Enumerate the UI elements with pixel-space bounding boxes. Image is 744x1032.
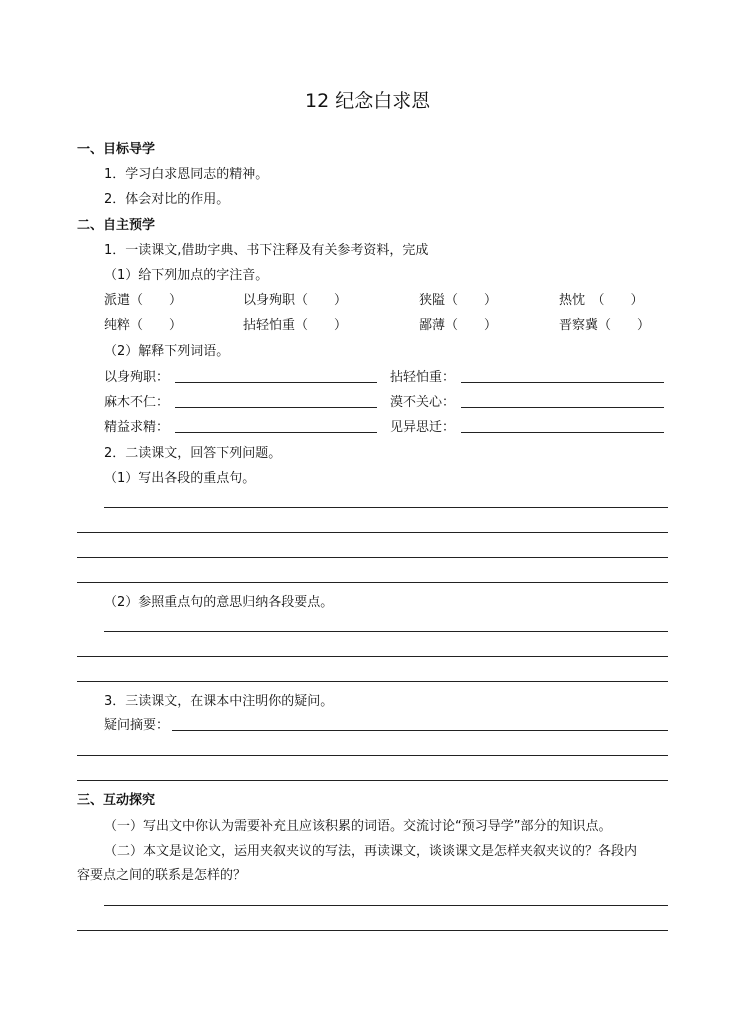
answer-line[interactable]: [77, 780, 668, 781]
term-label: 以身殉职：: [104, 370, 170, 385]
pinyin-item: 拈轻怕重（ ）: [243, 318, 348, 333]
term-label: 麻木不仁：: [104, 395, 170, 410]
sub-question-1: （1）给下列加点的字注音。: [104, 268, 269, 283]
explore-paragraph-2-line-2: 容要点之间的联系是怎样的？: [77, 868, 247, 883]
term-label: 精益求精：: [104, 420, 170, 435]
answer-line[interactable]: [77, 755, 668, 756]
explore-paragraph-2-line-1: （二）本文是议论文，运用夹叙夹议的写法，再读课文，谈谈课文是怎样夹叙夹议的？各段内: [104, 844, 638, 859]
pinyin-item: 鄙薄（ ）: [419, 318, 498, 333]
explore-paragraph-1: （一）写出文中你认为需要补充且应该积累的词语。交流讨论“预习导学”部分的知识点。: [104, 819, 612, 834]
pinyin-item: 热忱 （ ）: [559, 293, 644, 308]
answer-line[interactable]: [77, 532, 668, 533]
step-1-text: 1．一读课文,借助字典、书下注释及有关参考资料，完成: [104, 243, 429, 258]
answer-line[interactable]: [104, 631, 668, 632]
pinyin-item: 纯粹（ ）: [104, 318, 183, 333]
step-3-text: 3．三读课文，在课本中注明你的疑问。: [104, 694, 334, 709]
page-title: 12 纪念白求恩: [305, 90, 431, 112]
section-heading-explore: 三、互动探究: [77, 793, 156, 808]
pinyin-item: 晋察冀（ ）: [559, 318, 651, 333]
sub-question-2: （2）解释下列词语。: [104, 344, 230, 359]
answer-line[interactable]: [77, 681, 668, 682]
section-heading-prestudy: 二、自主预学: [77, 218, 156, 233]
answer-line[interactable]: [175, 382, 377, 383]
answer-line[interactable]: [175, 432, 377, 433]
section-heading-goals: 一、目标导学: [77, 142, 156, 157]
step-2-text: 2．二读课文，回答下列问题。: [104, 446, 282, 461]
answer-line[interactable]: [175, 407, 377, 408]
term-label: 拈轻怕重：: [390, 370, 456, 385]
answer-line[interactable]: [461, 382, 664, 383]
question-2: （2）参照重点句的意思归纳各段要点。: [104, 595, 334, 610]
answer-line[interactable]: [77, 557, 668, 558]
term-label: 漠不关心：: [390, 395, 456, 410]
goal-item-2: 2．体会对比的作用。: [104, 192, 230, 207]
answer-line[interactable]: [461, 432, 664, 433]
doubt-label: 疑问摘要：: [104, 718, 170, 733]
question-1: （1）写出各段的重点句。: [104, 471, 256, 486]
answer-line[interactable]: [461, 407, 664, 408]
pinyin-item: 派遣（ ）: [104, 293, 183, 308]
pinyin-item: 以身殉职（ ）: [243, 293, 348, 308]
answer-line[interactable]: [104, 507, 668, 508]
answer-line[interactable]: [77, 930, 668, 931]
answer-line[interactable]: [104, 905, 668, 906]
answer-line[interactable]: [77, 582, 668, 583]
term-label: 见异思迁：: [390, 420, 456, 435]
goal-item-1: 1．学习白求恩同志的精神。: [104, 167, 269, 182]
pinyin-item: 狭隘（ ）: [419, 293, 498, 308]
answer-line[interactable]: [77, 656, 668, 657]
answer-line[interactable]: [172, 730, 668, 731]
